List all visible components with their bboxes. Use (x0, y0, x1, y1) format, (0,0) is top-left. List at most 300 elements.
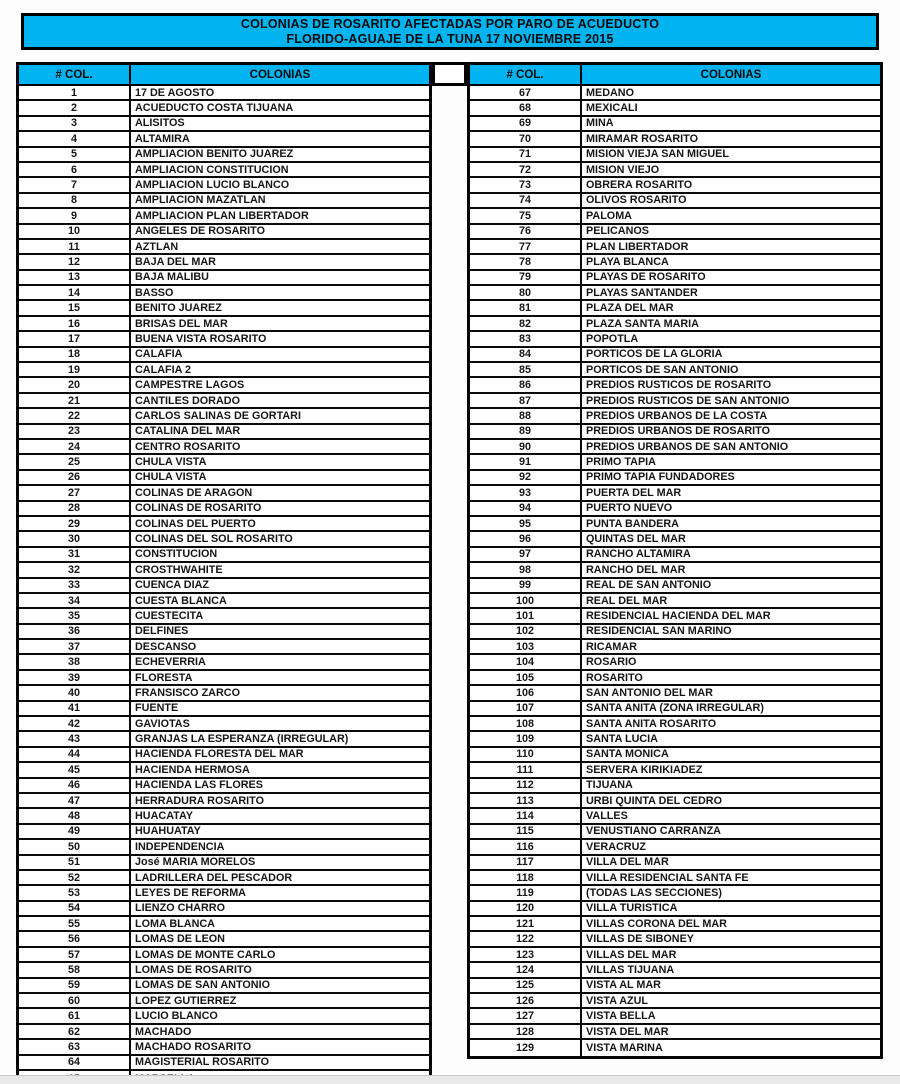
colonia-number: 37 (19, 640, 131, 653)
table-row (470, 117, 880, 132)
colonia-name: PREDIOS URBANOS DE SAN ANTONIO (586, 440, 789, 453)
colonia-number: 85 (470, 363, 582, 376)
colonia-number: 20 (19, 378, 131, 391)
table-row (19, 963, 429, 978)
colonia-number: 87 (470, 394, 582, 407)
colonia-name: ROSARITO (586, 671, 643, 684)
table-row (470, 686, 880, 701)
colonias-table-right (467, 62, 883, 1059)
colonia-number: 43 (19, 732, 131, 745)
colonia-name: LIENZO CHARRO (135, 902, 225, 915)
colonia-number: 116 (470, 840, 582, 853)
colonia-number: 19 (19, 363, 131, 376)
table-row (470, 702, 880, 717)
colonia-name: PORTICOS DE SAN ANTONIO (586, 363, 739, 376)
colonia-name: AZTLAN (135, 240, 179, 253)
colonia-name: PREDIOS RUSTICOS DE ROSARITO (586, 379, 772, 392)
colonia-number: 13 (19, 271, 131, 284)
table-row (470, 425, 880, 440)
colonia-number: 63 (19, 1040, 131, 1053)
colonia-number: 102 (470, 625, 582, 638)
colonia-number: 5 (19, 148, 131, 161)
table-row (470, 1009, 880, 1024)
colonia-number: 124 (470, 963, 582, 976)
table-row (470, 994, 880, 1009)
table-row (470, 1025, 880, 1040)
colonia-name: LUCIO BLANCO (135, 1010, 218, 1023)
colonia-number: 71 (470, 148, 582, 161)
colonia-name: BUENA VISTA ROSARITO (135, 332, 267, 345)
colonia-name: HACIENDA HERMOSA (135, 763, 250, 776)
colonia-name: COLINAS DE ROSARITO (135, 502, 262, 515)
colonia-number: 101 (470, 609, 582, 622)
colonia-name: VISTA DEL MAR (586, 1025, 669, 1038)
table-row (470, 363, 880, 378)
colonia-name: PRIMO TAPIA (586, 456, 656, 469)
colonia-name: DESCANSO (135, 640, 197, 653)
colonia-name: DELFINES (135, 625, 189, 638)
table-row (19, 209, 429, 224)
colonia-name: POPOTLA (586, 332, 639, 345)
colonia-number: 47 (19, 794, 131, 807)
colonia-number: 100 (470, 594, 582, 607)
colonia-number: 121 (470, 917, 582, 930)
colonia-name: LADRILLERA DEL PESCADOR (135, 871, 293, 884)
colonia-number: 69 (470, 117, 582, 130)
colonia-number: 48 (19, 809, 131, 822)
table-row (19, 363, 429, 378)
colonia-number: 88 (470, 409, 582, 422)
colonia-name: COLINAS DEL PUERTO (135, 517, 256, 530)
colonia-number: 83 (470, 332, 582, 345)
colonia-number: 98 (470, 563, 582, 576)
colonia-number: 76 (470, 225, 582, 238)
table-row (19, 394, 429, 409)
colonia-number: 128 (470, 1025, 582, 1038)
table-row (19, 502, 429, 517)
table-row (19, 609, 429, 624)
table-row (19, 902, 429, 917)
colonia-number: 75 (470, 209, 582, 222)
colonia-name: PRIMO TAPIA FUNDADORES (586, 471, 735, 484)
colonia-name: FRANSISCO ZARCO (135, 686, 240, 699)
colonia-number: 30 (19, 532, 131, 545)
colonia-number: 23 (19, 425, 131, 438)
colonia-name: CONSTITUCION (135, 548, 218, 561)
colonia-name: PLAZA SANTA MARIA (586, 317, 699, 330)
colonia-name: VILLAS TIJUANA (586, 963, 675, 976)
table-row (470, 163, 880, 178)
colonia-name: OLIVOS ROSARITO (586, 194, 687, 207)
colonia-number: 1 (19, 86, 131, 99)
table-row (470, 809, 880, 824)
table-row (19, 86, 429, 101)
colonia-name: PLAYAS SANTANDER (586, 286, 698, 299)
table-row (19, 794, 429, 809)
table-row (19, 409, 429, 424)
colonia-number: 78 (470, 255, 582, 268)
table-row (19, 255, 429, 270)
colonia-number: 94 (470, 502, 582, 515)
colonia-number: 25 (19, 455, 131, 468)
table-row (470, 732, 880, 747)
colonia-name: COLINAS DE ARAGON (135, 486, 253, 499)
colonia-name: QUINTAS DEL MAR (586, 533, 686, 546)
title-line-2: FLORIDO-AGUAJE DE LA TUNA 17 NOVIEMBRE 2015 (286, 31, 614, 46)
table-row (19, 686, 429, 701)
colonia-number: 45 (19, 763, 131, 776)
colonia-name: CUESTECITA (135, 609, 204, 622)
table-row (470, 194, 880, 209)
colonia-number: 10 (19, 225, 131, 238)
table-row (470, 86, 880, 101)
colonia-number: 73 (470, 178, 582, 191)
colonia-number: 107 (470, 702, 582, 715)
colonia-name: LEYES DE REFORMA (135, 887, 246, 899)
table-row (19, 717, 429, 732)
colonia-name: VILLA RESIDENCIAL SANTA FE (586, 871, 749, 884)
table-row (470, 671, 880, 686)
colonia-number: 97 (470, 548, 582, 561)
table-row (470, 594, 880, 609)
colonia-name: VISTA AZUL (586, 994, 648, 1007)
colonia-name: HUACATAY (135, 810, 193, 823)
table-row (470, 825, 880, 840)
colonia-number: 64 (19, 1056, 131, 1069)
table-row (19, 148, 429, 163)
colonia-name: MEXICALI (586, 102, 638, 115)
colonia-name: FLORESTA (135, 671, 193, 684)
colonia-number: 7 (19, 178, 131, 191)
colonia-number: 53 (19, 886, 131, 899)
colonia-name: VALLES (586, 810, 628, 823)
colonia-name: RANCHO ALTAMIRA (586, 548, 691, 561)
colonia-name: COLINAS DEL SOL ROSARITO (135, 533, 293, 546)
table-row (470, 271, 880, 286)
colonia-number: 126 (470, 994, 582, 1007)
colonia-number: 22 (19, 409, 131, 422)
colonia-name: CALAFIA 2 (135, 363, 191, 376)
colonia-number: 50 (19, 840, 131, 853)
colonia-number: 105 (470, 671, 582, 684)
colonia-name: MACHADO (135, 1025, 192, 1038)
table-row (19, 1040, 429, 1055)
table-row (19, 101, 429, 116)
colonia-number: 40 (19, 686, 131, 699)
colonia-name: VILLA TURISTICA (586, 902, 678, 915)
colonia-name: MAGISTERIAL ROSARITO (135, 1056, 269, 1069)
table-row (19, 640, 429, 655)
colonia-name: URBI QUINTA DEL CEDRO (586, 794, 722, 807)
column-header-number: # COL. (470, 65, 582, 84)
colonia-name: PLAZA DEL MAR (586, 302, 674, 315)
colonia-number: 14 (19, 286, 131, 299)
table-row (19, 948, 429, 963)
colonia-number: 17 (19, 332, 131, 345)
table-row (19, 440, 429, 455)
table-row (470, 286, 880, 301)
colonia-name: CUESTA BLANCA (135, 594, 227, 607)
table-row (470, 394, 880, 409)
table-row (470, 225, 880, 240)
table-row (470, 332, 880, 347)
colonia-name: LOMAS DE ROSARITO (135, 963, 252, 976)
table-row (19, 332, 429, 347)
table-row (470, 779, 880, 794)
colonia-name: HACIENDA LAS FLORES (135, 779, 263, 792)
colonia-number: 31 (19, 548, 131, 561)
table-row (470, 609, 880, 624)
colonia-name: (TODAS LAS SECCIONES) (586, 887, 722, 899)
table-row (470, 240, 880, 255)
colonia-name: RESIDENCIAL HACIENDA DEL MAR (586, 609, 771, 622)
colonia-number: 42 (19, 717, 131, 730)
colonia-number: 9 (19, 209, 131, 222)
spacer-cell (432, 62, 467, 86)
table-row (470, 640, 880, 655)
colonia-name: ALTAMIRA (135, 132, 190, 145)
colonia-name: AMPLIACION MAZATLAN (135, 194, 266, 207)
colonia-name: CAMPESTRE LAGOS (135, 379, 245, 392)
table-row (19, 625, 429, 640)
column-header-colonias: COLONIAS (700, 68, 762, 81)
table-body (470, 86, 880, 1056)
colonia-number: 11 (19, 240, 131, 253)
colonia-name: 17 DE AGOSTO (135, 86, 215, 99)
colonia-number: 95 (470, 517, 582, 530)
colonia-name: SERVERA KIRIKIADEZ (586, 763, 703, 776)
colonia-number: 81 (470, 301, 582, 314)
colonia-number: 112 (470, 779, 582, 792)
colonia-name: REAL DEL MAR (586, 594, 668, 607)
page-bottom-edge (0, 1075, 900, 1084)
colonia-name: LOMAS DE MONTE CARLO (135, 948, 276, 961)
table-row (19, 932, 429, 947)
colonia-number: 3 (19, 117, 131, 130)
colonia-name: AMPLIACION LUCIO BLANCO (135, 179, 290, 192)
colonia-number: 103 (470, 640, 582, 653)
table-row (19, 579, 429, 594)
table-row (470, 378, 880, 393)
colonia-name: MEDANO (586, 86, 634, 99)
table-row (19, 117, 429, 132)
table-row (19, 194, 429, 209)
colonia-number: 80 (470, 286, 582, 299)
table-row (19, 1009, 429, 1024)
colonia-number: 77 (470, 240, 582, 253)
colonia-name: MACHADO ROSARITO (135, 1040, 252, 1053)
colonia-name: ALISITOS (135, 117, 185, 130)
colonia-number: 67 (470, 86, 582, 99)
colonia-name: VILLAS DE SIBONEY (586, 933, 694, 946)
table-row (470, 532, 880, 547)
table-row (470, 948, 880, 963)
colonia-name: BRISAS DEL MAR (135, 317, 228, 330)
table-row (470, 717, 880, 732)
colonia-number: 91 (470, 455, 582, 468)
colonia-number: 58 (19, 963, 131, 976)
table-row (470, 209, 880, 224)
colonia-name: PLAYAS DE ROSARITO (586, 271, 706, 284)
colonia-number: 86 (470, 378, 582, 391)
colonia-name: ROSARIO (586, 656, 637, 669)
table-row (470, 101, 880, 116)
colonia-number: 115 (470, 825, 582, 838)
colonia-number: 29 (19, 517, 131, 530)
colonia-name: VISTA AL MAR (586, 979, 661, 992)
colonia-name: CUENCA DIAZ (135, 579, 209, 592)
table-row (470, 748, 880, 763)
colonia-number: 34 (19, 594, 131, 607)
table-row (470, 886, 880, 901)
colonia-number: 59 (19, 979, 131, 992)
table-row (19, 271, 429, 286)
colonia-name: VERACRUZ (586, 840, 646, 853)
table-row (470, 517, 880, 532)
table-row (19, 455, 429, 470)
colonia-name: PUNTA BANDERA (586, 517, 679, 530)
table-row (470, 440, 880, 455)
colonia-name: BENITO JUAREZ (135, 302, 222, 315)
column-header-number: # COL. (19, 65, 131, 84)
colonia-number: 62 (19, 1025, 131, 1038)
table-row (19, 732, 429, 747)
table-row (470, 409, 880, 424)
colonia-name: CATALINA DEL MAR (135, 425, 241, 438)
table-row (470, 840, 880, 855)
colonia-number: 96 (470, 532, 582, 545)
table-header (19, 65, 429, 86)
colonia-name: GAVIOTAS (135, 717, 190, 730)
colonia-number: 118 (470, 871, 582, 884)
colonia-name: REAL DE SAN ANTONIO (586, 579, 712, 592)
table-row (19, 225, 429, 240)
colonia-number: 18 (19, 348, 131, 361)
colonia-name: VENUSTIANO CARRANZA (586, 825, 721, 838)
table-row (19, 779, 429, 794)
table-row (19, 979, 429, 994)
colonia-name: MINA (586, 117, 614, 130)
table-row (19, 825, 429, 840)
table-row (19, 856, 429, 871)
colonia-number: 61 (19, 1009, 131, 1022)
table-row (19, 486, 429, 501)
table-header (470, 65, 880, 86)
colonia-name: INDEPENDENCIA (135, 840, 225, 853)
colonia-name: HUAHUATAY (135, 825, 201, 838)
colonia-name: SAN ANTONIO DEL MAR (586, 686, 713, 699)
table-row (19, 471, 429, 486)
colonia-name: TIJUANA (586, 779, 633, 792)
table-row (19, 317, 429, 332)
column-header-colonias: COLONIAS (249, 68, 311, 81)
table-row (19, 809, 429, 824)
table-row (19, 178, 429, 193)
table-row (19, 763, 429, 778)
colonia-number: 4 (19, 132, 131, 145)
colonia-name: CARLOS SALINAS DE GORTARI (135, 409, 301, 422)
colonia-number: 28 (19, 502, 131, 515)
colonia-number: 79 (470, 271, 582, 284)
table-row (19, 286, 429, 301)
colonia-name: PUERTO NUEVO (586, 502, 673, 515)
table-row (470, 1040, 880, 1055)
table-row (19, 871, 429, 886)
colonia-name: PORTICOS DE LA GLORIA (586, 348, 723, 361)
colonia-name: SANTA ANITA ROSARITO (586, 717, 717, 730)
colonia-name: VISTA MARINA (586, 1041, 663, 1054)
colonia-name: LOPEZ GUTIERREZ (135, 994, 237, 1007)
colonia-number: 74 (470, 194, 582, 207)
colonia-name: OBRERA ROSARITO (586, 179, 693, 192)
table-row (19, 1025, 429, 1040)
colonia-name: PLAN LIBERTADOR (586, 240, 689, 253)
colonia-name: BAJA MALIBU (135, 271, 209, 284)
table-row (470, 548, 880, 563)
colonia-number: 104 (470, 655, 582, 668)
table-row (19, 563, 429, 578)
colonia-name: ANGELES DE ROSARITO (135, 225, 265, 238)
table-row (19, 378, 429, 393)
table-row (19, 348, 429, 363)
colonia-number: 70 (470, 132, 582, 145)
colonia-number: 55 (19, 917, 131, 930)
colonia-number: 2 (19, 101, 131, 114)
colonia-name: LOMA BLANCA (135, 917, 215, 930)
colonia-name: FUENTE (135, 702, 179, 715)
colonia-number: 110 (470, 748, 582, 761)
colonia-name: SANTA ANITA (ZONA IRREGULAR) (586, 702, 764, 715)
colonia-number: 117 (470, 856, 582, 869)
colonia-name: CANTILES DORADO (135, 394, 240, 407)
colonia-number: 52 (19, 871, 131, 884)
colonia-name: BAJA DEL MAR (135, 255, 216, 268)
colonia-name: CHULA VISTA (135, 456, 207, 469)
colonia-name: PREDIOS RUSTICOS DE SAN ANTONIO (586, 394, 790, 407)
colonia-number: 82 (470, 317, 582, 330)
colonia-number: 99 (470, 579, 582, 592)
colonia-number: 114 (470, 809, 582, 822)
colonia-name: HACIENDA FLORESTA DEL MAR (135, 748, 304, 761)
colonia-number: 90 (470, 440, 582, 453)
colonia-name: AMPLIACION BENITO JUAREZ (135, 148, 294, 161)
colonia-name: RICAMAR (586, 640, 637, 653)
colonia-name: AMPLIACION CONSTITUCION (135, 163, 289, 176)
colonia-name: ECHEVERRIA (135, 656, 206, 669)
table-row (19, 301, 429, 316)
colonia-number: 32 (19, 563, 131, 576)
table-row (19, 594, 429, 609)
table-row (19, 517, 429, 532)
colonia-name: VILLAS DEL MAR (586, 948, 677, 961)
table-row (470, 763, 880, 778)
colonia-number: 113 (470, 794, 582, 807)
colonia-number: 120 (470, 902, 582, 915)
table-body (19, 86, 429, 1084)
colonia-number: 89 (470, 425, 582, 438)
table-row (470, 655, 880, 670)
colonia-number: 33 (19, 579, 131, 592)
colonia-name: VILLAS CORONA DEL MAR (586, 917, 727, 930)
colonia-number: 46 (19, 779, 131, 792)
table-row (470, 132, 880, 147)
colonia-name: MIRAMAR ROSARITO (586, 132, 698, 145)
table-row (19, 917, 429, 932)
table-row (470, 317, 880, 332)
colonia-number: 35 (19, 609, 131, 622)
colonia-number: 51 (19, 856, 131, 869)
colonia-number: 57 (19, 948, 131, 961)
